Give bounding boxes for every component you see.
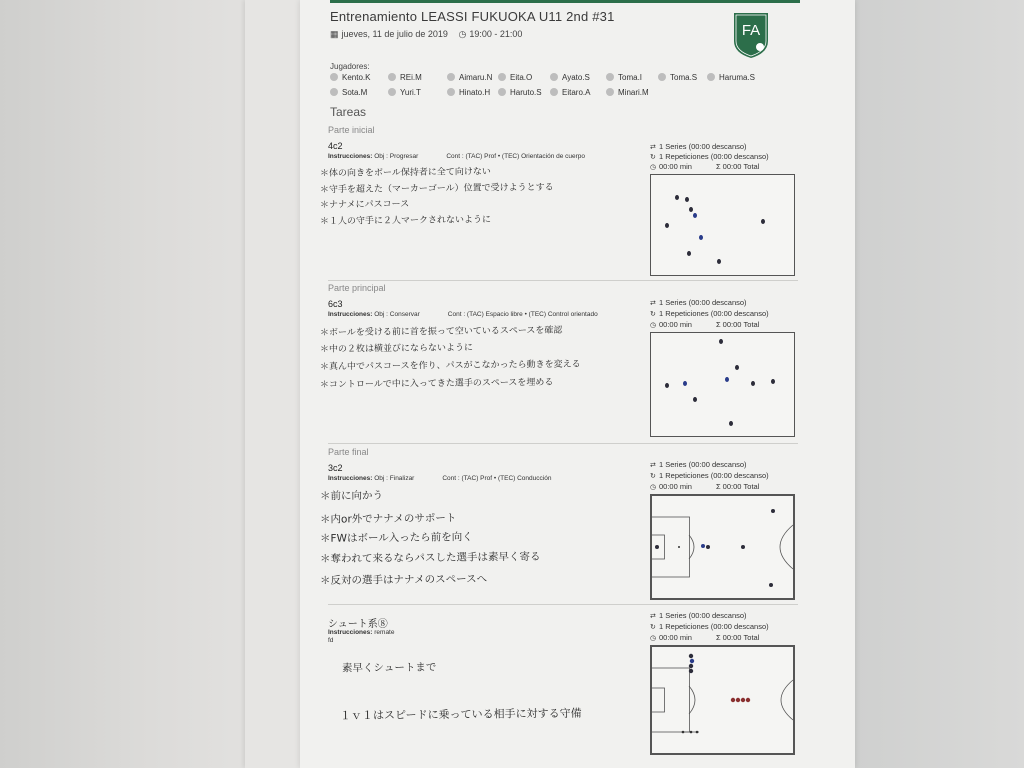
task-instructions: Instrucciones: remate: [328, 629, 395, 636]
sigma-icon: Σ: [715, 162, 721, 171]
player-marker: [675, 195, 679, 200]
player-chip: [606, 88, 649, 97]
task-name: 4c2: [328, 141, 343, 151]
player-marker: [761, 219, 765, 224]
handwritten-note: ＊奪われて来るならパスした選手は素早く寄る: [319, 550, 541, 566]
player-name: Yuri.T: [400, 88, 421, 97]
player-marker: [729, 421, 733, 426]
player-marker: [699, 235, 703, 240]
task-extra: fd: [328, 637, 334, 644]
repeat-icon: ⇄: [650, 300, 656, 307]
stopwatch-icon: ◷: [650, 484, 657, 491]
handwritten-note: ＊FWはボール入ったら前を向く: [319, 531, 473, 545]
task-series: ⇄ 1 Series (00:00 descanso): [650, 298, 747, 307]
player-chip: [498, 88, 542, 97]
handwritten-note: ＊体の向きをボール保持者に全て向けない: [319, 167, 491, 179]
task-name: 6c3: [328, 299, 343, 309]
task-duration: ◷ 00:00 min Σ 00:00 Total: [650, 633, 760, 642]
player-chip: [550, 73, 590, 82]
player-chip: [658, 73, 697, 82]
handwritten-note: ＊１人の守手に２人マークされないように: [319, 215, 492, 227]
player-name: Kento.K: [342, 73, 371, 82]
players-label: Jugadores:: [330, 62, 370, 71]
stopwatch-icon: ◷: [650, 322, 657, 329]
pitch-diagram: [650, 645, 795, 755]
handwritten-note: ＊守手を超えた（マーカーゴール）位置で受けようとする: [319, 182, 554, 196]
handwritten-note: ＊前に向かう: [319, 489, 384, 503]
player-name: Sota.M: [342, 88, 368, 97]
player-marker: [735, 365, 739, 370]
player-name: Haruma.S: [719, 73, 756, 82]
player-chip: [388, 73, 422, 82]
player-name: Haruto.S: [510, 88, 542, 97]
handwritten-note: ＊中の２枚は横並びにならないように: [319, 343, 474, 355]
avatar-icon: [447, 73, 455, 81]
handwritten-note: ＊反対の選手はナナメのスペースへ: [319, 573, 488, 587]
section-divider: [328, 443, 798, 444]
avatar-icon: [388, 88, 396, 96]
task-instructions: Instrucciones: Obj : Finalizar Cont : (TAC) Prof • (TEC) Conducción: [328, 475, 552, 482]
task-reps: ↻ 1 Repeticiones (00:00 descanso): [650, 152, 769, 161]
handwritten-note: ＊ボールを受ける前に首を振って空いているスペースを確認: [319, 325, 563, 339]
player-marker: [725, 377, 729, 382]
refresh-icon: ↻: [650, 624, 656, 631]
calendar-icon: ▦: [330, 29, 339, 39]
player-chip: [388, 88, 421, 97]
stopwatch-icon: ◷: [650, 164, 657, 171]
player-marker: [685, 197, 689, 202]
task-duration: ◷ 00:00 min Σ 00:00 Total: [650, 162, 760, 171]
section-divider: [328, 604, 798, 605]
player-chip: [447, 88, 490, 97]
player-name: Minari.M: [618, 88, 649, 97]
refresh-icon: ↻: [650, 311, 656, 318]
player-chip: [707, 73, 755, 82]
session-date: jueves, 11 de julio de 2019: [341, 29, 448, 39]
avatar-icon: [498, 73, 506, 81]
handwritten-note: 素早くシュートまで: [341, 661, 437, 675]
player-marker: [751, 381, 755, 386]
drill-diagram: [650, 332, 795, 437]
repeat-icon: ⇄: [650, 462, 656, 469]
player-name: Aimaru.N: [459, 73, 493, 82]
repeat-icon: ⇄: [650, 613, 656, 620]
desk-surface: [0, 0, 250, 768]
player-chip: [330, 88, 367, 97]
player-marker: [693, 397, 697, 402]
avatar-icon: [388, 73, 396, 81]
player-marker: [665, 383, 669, 388]
player-name: Hinato.H: [459, 88, 491, 97]
task-reps: ↻ 1 Repeticiones (00:00 descanso): [650, 622, 769, 631]
page-title: Entrenamiento LEASSI FUKUOKA U11 2nd #31: [330, 9, 615, 24]
player-marker: [693, 213, 697, 218]
avatar-icon: [606, 73, 614, 81]
player-name: Eitaro.A: [562, 88, 591, 97]
task-series: ⇄ 1 Series (00:00 descanso): [650, 460, 747, 469]
task-series: ⇄ 1 Series (00:00 descanso): [650, 142, 747, 151]
avatar-icon: [330, 73, 338, 81]
part-title: Parte principal: [328, 283, 386, 293]
player-marker: [717, 259, 721, 264]
player-marker: [683, 381, 687, 386]
task-series: ⇄ 1 Series (00:00 descanso): [650, 611, 747, 620]
part-title: Parte inicial: [328, 125, 375, 135]
section-divider: [328, 280, 798, 281]
player-chip: [606, 73, 642, 82]
player-marker: [689, 207, 693, 212]
player-name: Toma.I: [618, 73, 643, 82]
repeat-icon: ⇄: [650, 144, 656, 151]
clock-icon: ◷: [458, 29, 467, 39]
task-duration: ◷ 00:00 min Σ 00:00 Total: [650, 482, 760, 491]
task-instructions: Instrucciones: Obj : Conservar Cont : (TAC) Espacio libre • (TEC) Control orientado: [328, 311, 598, 318]
avatar-icon: [606, 88, 614, 96]
player-marker: [771, 379, 775, 384]
task-reps: ↻ 1 Repeticiones (00:00 descanso): [650, 309, 769, 318]
desk-surface-right: [855, 0, 1024, 768]
drill-diagram: [650, 174, 795, 276]
refresh-icon: ↻: [650, 154, 656, 161]
sigma-icon: Σ: [715, 633, 721, 642]
handwritten-note: ＊真ん中でパスコースを作り、パスがこなかったら動きを変える: [319, 359, 581, 373]
avatar-icon: [447, 88, 455, 96]
handwritten-note: ＊コントロールで中に入ってきた選手のスペースを埋める: [319, 377, 554, 391]
player-marker: [665, 223, 669, 228]
player-chip: [447, 73, 492, 82]
logo-text: FA: [741, 22, 761, 39]
date-line: [330, 29, 522, 40]
part-title: Parte final: [328, 447, 369, 457]
player-name: REi.M: [400, 73, 422, 82]
player-chip: [498, 73, 532, 82]
training-sheet: [300, 0, 855, 768]
avatar-icon: [550, 88, 558, 96]
club-logo: [732, 11, 770, 59]
refresh-icon: ↻: [650, 473, 656, 480]
pitch-diagram: [650, 494, 795, 600]
header-rule: [330, 0, 800, 3]
handwritten-note: ＊ナナメにパスコース: [319, 199, 410, 211]
avatar-icon: [550, 73, 558, 81]
stopwatch-icon: ◷: [650, 635, 657, 642]
player-name: Toma.S: [670, 73, 698, 82]
player-marker: [687, 251, 691, 256]
task-name: シュート系⑧: [328, 619, 388, 630]
avatar-icon: [498, 88, 506, 96]
player-chip: [330, 73, 370, 82]
avatar-icon: [330, 88, 338, 96]
sigma-icon: Σ: [715, 482, 721, 491]
player-name: Ayato.S: [562, 73, 590, 82]
task-duration: ◷ 00:00 min Σ 00:00 Total: [650, 320, 760, 329]
player-name: Eita.O: [510, 73, 533, 82]
task-reps: ↻ 1 Repeticiones (00:00 descanso): [650, 471, 769, 480]
player-marker: [719, 339, 723, 344]
handwritten-note: ＊内or外でナナメのサポート: [319, 512, 457, 526]
avatar-icon: [707, 73, 715, 81]
handwritten-note: １ｖ１はスピードに乗っている相手に対する守備: [339, 706, 582, 723]
avatar-icon: [658, 73, 666, 81]
session-time: 19:00 - 21:00: [469, 29, 523, 39]
tasks-heading: Tareas: [330, 105, 367, 119]
task-instructions: Instrucciones: Obj : Progresar Cont : (TAC) Prof • (TEC) Orientación de cuerpo: [328, 153, 586, 160]
sigma-icon: Σ: [715, 320, 721, 329]
player-chip: [550, 88, 590, 97]
task-name: 3c2: [328, 463, 343, 473]
